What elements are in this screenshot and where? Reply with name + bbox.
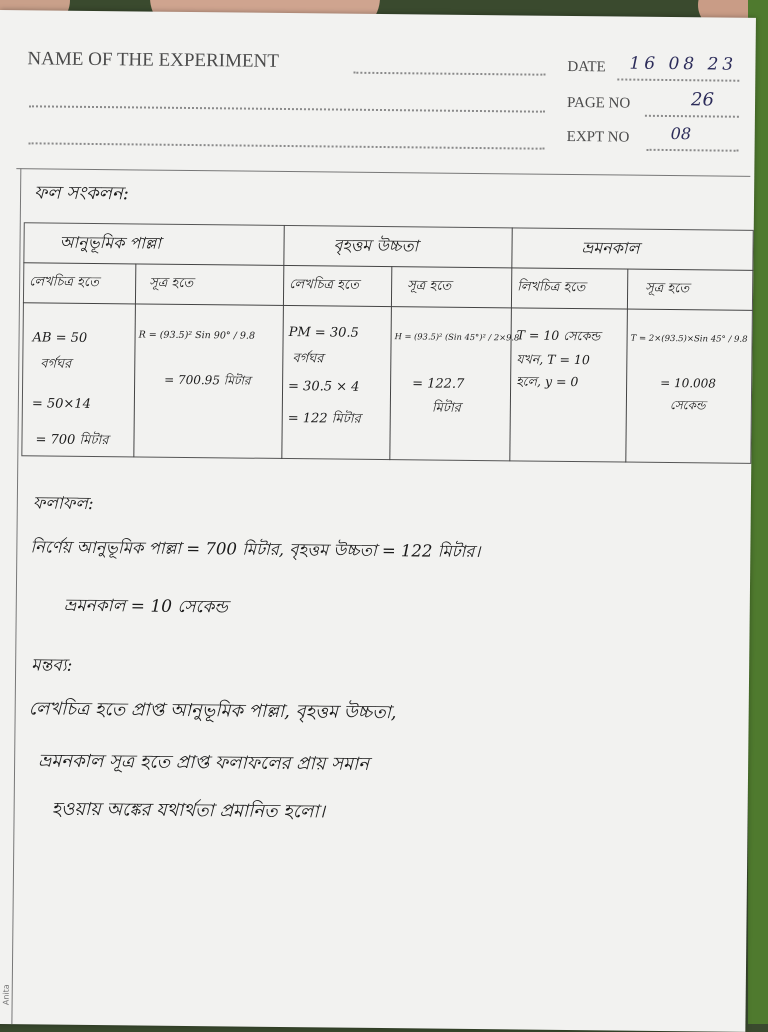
comment-line: হওয়ায় অঙ্কের যথার্থতা প্রমানিত হলো।	[51, 798, 326, 823]
page-no-value: 26	[690, 89, 715, 111]
table-cell-text: = 50×14	[31, 396, 91, 412]
expt-no-value: 08	[670, 124, 692, 144]
table-cell-text: R = (93.5)² Sin 90° / 9.8	[138, 329, 256, 342]
dotted-line	[353, 72, 545, 76]
date-label: DATE	[567, 58, 606, 76]
section-title-data: ফল সংকলন:	[33, 182, 129, 205]
notebook-page	[0, 10, 756, 1032]
dotted-line	[647, 149, 739, 152]
result-line: ভ্রমনকাল = 10 সেকেন্ড	[63, 595, 228, 618]
section-title-comment: মন্তব্য:	[31, 655, 73, 676]
table-sub-header: লেখচিত্র হতে	[289, 277, 359, 293]
expt-no-label: EXPT NO	[566, 128, 630, 146]
table-sub-header: সূত্র হতে	[149, 275, 194, 292]
comment-line: ভ্রমনকাল সূত্র হতে প্রাপ্ত ফলাফলের প্রায় সমান	[38, 750, 370, 775]
table-cell-text: হলে, y = 0	[516, 373, 579, 390]
table-cell-text: H = (93.5)² (Sin 45°)² / 2×9.8	[394, 331, 520, 343]
table-group-header: বৃহত্তম উচ্চতা	[333, 235, 419, 256]
table-cell-text: = 700.95 মিটার	[164, 372, 251, 388]
table-group-header: আনুভূমিক পাল্লা	[59, 232, 162, 253]
table-cell-text: T = 10 সেকেন্ড	[516, 327, 601, 344]
comment-line: লেখচিত্র হতে প্রাপ্ত আনুভূমিক পাল্লা, বৃহত্তম উচ্চতা,	[28, 698, 397, 724]
table-sub-header: সূত্র হতে	[407, 278, 452, 294]
section-title-result: ফলাফল:	[32, 493, 94, 515]
table-sub-header: সূত্র হতে	[645, 280, 690, 297]
table-cell-text: PM = 30.5	[288, 325, 359, 341]
date-value: 16 08 23	[629, 53, 738, 75]
table-cell-text: = 122 মিটার	[287, 411, 361, 427]
result-line: নির্ণেয় আনুভূমিক পাল্লা = 700 মিটার, বৃহত্তম উচ্চতা = 122 মিটার।	[30, 537, 481, 562]
page-no-label: PAGE NO	[566, 94, 631, 112]
table-cell-text: = 122.7	[412, 376, 465, 392]
dotted-line	[617, 78, 739, 81]
table-cell-text: = 10.008	[660, 375, 717, 391]
margin-line-top	[16, 168, 750, 177]
table-cell-text: = 700 মিটার	[35, 432, 109, 449]
table-group-header: ভ্রমনকাল	[581, 238, 640, 258]
margin-watermark: Anita	[1, 984, 11, 1006]
table-cell-text: বর্গঘর	[292, 351, 324, 367]
experiment-name-label: NAME OF THE EXPERIMENT	[27, 48, 279, 72]
table-sub-header: লেখচিত্র হতে	[29, 274, 99, 291]
table-cell-text: সেকেন্ড	[669, 398, 706, 413]
dotted-line	[645, 115, 739, 118]
margin-line-left	[11, 168, 21, 1024]
table-sub-header: লিখচিত্র হতে	[517, 279, 586, 296]
dotted-line	[29, 105, 545, 112]
table-cell-text: T = 2×(93.5)×Sin 45° / 9.8	[630, 333, 748, 345]
table-cell-text: = 30.5 × 4	[287, 379, 360, 395]
dotted-line	[29, 142, 545, 149]
table-cell-text: AB = 50	[32, 330, 88, 346]
table-cell-text: বর্গঘর	[40, 356, 72, 372]
table-cell-text: যখন, T = 10	[516, 351, 590, 368]
table-cell-text: মিটার	[431, 400, 461, 416]
